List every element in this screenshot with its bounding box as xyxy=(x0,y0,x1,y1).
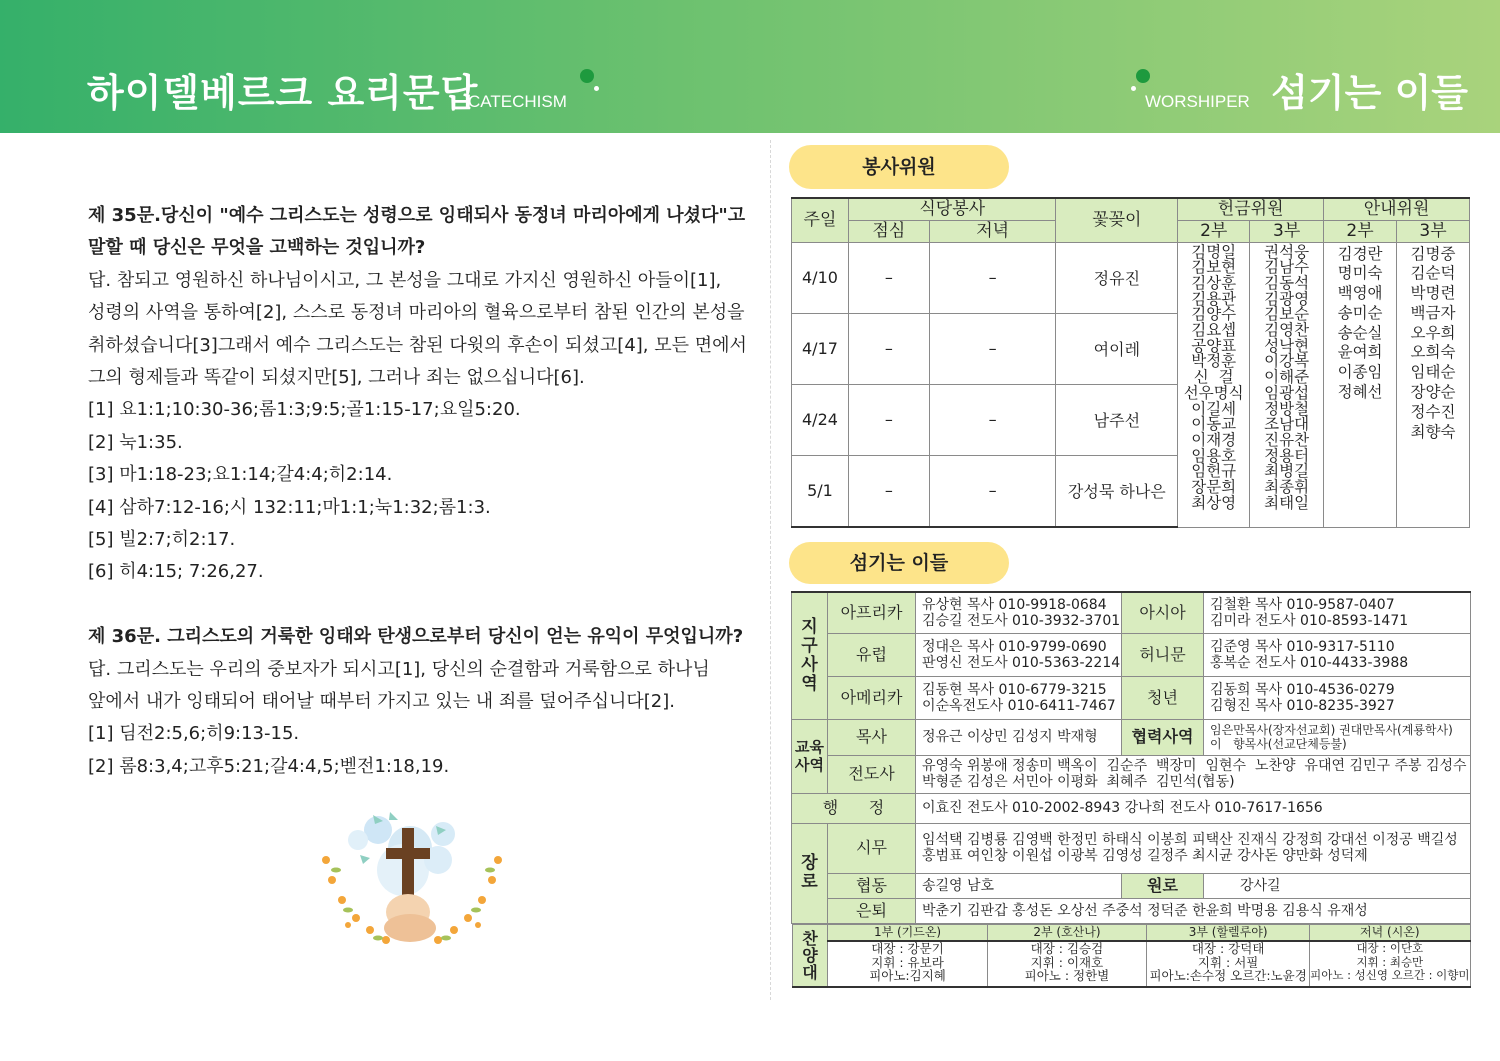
offering-2-names: 김명일 김보현 김상훈 김용관 김양수 김요셉 공양표 박정훈 신 걸 선우명식 이길세 이동교 이재경 임용호 임헌규 장문희 최상영 xyxy=(1178,242,1250,527)
pastor-label: 목사 xyxy=(828,719,916,755)
guide-2-names: 김경란 명미숙 백영애 송미순 송순실 윤여희 이종임 정혜선 xyxy=(1324,242,1397,527)
region-contacts: 김동희 목사 010-4536-0279 김형진 목사 010-8235-3927 xyxy=(1204,676,1471,719)
active-elder-label: 시무 xyxy=(828,823,916,873)
row-dinner: – xyxy=(929,384,1056,455)
retired-elder-names: 박춘기 김판갑 홍성돈 오상선 주중석 정덕준 한윤희 박명용 김용식 유재성 xyxy=(916,898,1471,923)
row-lunch: – xyxy=(848,455,929,527)
row-dinner: – xyxy=(929,455,1056,527)
region-name: 아시아 xyxy=(1122,592,1204,633)
row-lunch: – xyxy=(848,384,929,455)
catechism-line: [1] 딤전2:5,6;히9:13-15. xyxy=(88,723,300,745)
catechism-line: [2] 눅1:35. xyxy=(88,431,183,453)
choir-members: 대장 : 강덕태 지휘 : 서필 피아노:손수정 오르간:노윤경 xyxy=(1147,941,1310,987)
row-dinner: – xyxy=(929,313,1056,384)
catechism-line: 제 35문.당신이 "예수 그리스도는 성령으로 잉태되사 동정녀 마리아에게 나셨다"고 xyxy=(88,205,746,226)
row-flower: 여이레 xyxy=(1056,313,1178,384)
guide-3-names: 김명중 김순덕 박명련 백금자 오우희 오희숙 임태순 장양순 정수진 최향숙 xyxy=(1397,242,1470,527)
choir-table xyxy=(792,924,1471,989)
catechism-spacer xyxy=(88,589,748,621)
choir-name: 2부 (호산나) xyxy=(987,924,1146,941)
workers-table xyxy=(791,591,1471,988)
region-contacts: 김준영 목사 010-9317-5110 홍복순 전도사 010-4433-3988 xyxy=(1204,633,1471,676)
choir-label: 찬 양 대 xyxy=(792,924,828,987)
guide-header: 안내위원 xyxy=(1324,198,1470,220)
catechism-line: 답. 그리스도는 우리의 중보자가 되시고[1], 당신의 순결함과 거룩함으로 하나님 xyxy=(88,658,710,680)
white-dot-icon xyxy=(594,86,599,91)
catechism-line: [1] 요1:1;10:30-36;롬1:3;9:5;골1:15-17;요일5:20. xyxy=(88,399,521,421)
choir-name: 1부 (기드온) xyxy=(828,924,987,941)
emeritus-names: 강사길 xyxy=(1204,873,1471,898)
page-divider xyxy=(770,140,771,1000)
region-contacts: 김동현 목사 010-6779-3215 이순옥전도사 010-6411-7467 xyxy=(916,676,1122,719)
associate-elder-names: 송길영 남호 xyxy=(916,873,1122,898)
admin-label: 행 정 xyxy=(792,793,916,823)
row-date: 4/10 xyxy=(792,242,849,313)
row-flower: 강성묵 하나은 xyxy=(1056,455,1178,527)
catechism-line: [5] 빌2:7;히2:17. xyxy=(88,529,236,551)
offering-3-names: 권석웅 김남수 김동석 김광영 김보순 김영찬 성낙현 이강복 이해준 임광섭 정방철 조남대 진유찬 정용터 최병길 최종휘 최태일 xyxy=(1250,242,1324,527)
catechism-line: 답. 참되고 영원하신 하나님이시고, 그 본성을 그대로 가지신 영원하신 아들이[1], xyxy=(88,269,722,291)
row-date: 4/17 xyxy=(792,313,849,384)
volunteer-table xyxy=(791,197,1470,528)
cooperation-label: 협력사역 xyxy=(1122,719,1204,755)
workers-title: 섬기는 이들 xyxy=(789,542,1009,584)
catechism-line: 그의 형제들과 똑같이 되셨지만[5], 그러나 죄는 없으십니다[6]. xyxy=(88,367,585,389)
green-dot-icon xyxy=(580,69,594,83)
guide-2-header: 2부 xyxy=(1324,220,1397,242)
region-name: 허니문 xyxy=(1122,633,1204,676)
week-header: 주일 xyxy=(792,198,849,242)
choir-members: 대장 : 김승검 지휘 : 이재호 피아노 : 정한별 xyxy=(987,941,1146,987)
flower-header: 꽃꽂이 xyxy=(1056,198,1178,242)
evangelist-names: 유영숙 위봉애 정송미 백옥이 김순주 백장미 임현수 노찬양 유대연 김민구 주봉 김성수 박형준 김성은 서민아 이평화 최혜주 김민석(협동) xyxy=(916,755,1471,793)
offering-3-header: 3부 xyxy=(1250,220,1324,242)
education-label: 교육 사역 xyxy=(792,719,828,793)
evangelist-label: 전도사 xyxy=(828,755,916,793)
region-contacts: 유상현 목사 010-9918-0684 김승길 전도사 010-3932-3701 xyxy=(916,592,1122,633)
meal-header: 식당봉사 xyxy=(848,198,1056,220)
choir-members: 대장 : 강문기 지휘 : 유보라 피아노:김지혜 xyxy=(828,941,987,987)
active-elder-names: 임석택 김병룡 김영백 한정민 하태식 이봉희 피택산 진재식 강정희 강대선 이정공 백길성 홍범표 여인창 이원섭 이광복 김영성 길정주 최시균 강사돈 양만화 성덕제 xyxy=(916,823,1471,873)
cooperation-names: 임은만목사(장자선교회) 권대만목사(계룡학사) 이 향목사(선교단체등불) xyxy=(1204,719,1471,755)
white-dot-icon xyxy=(1131,86,1136,91)
row-date: 5/1 xyxy=(792,455,849,527)
left-subtitle: CATECHISM xyxy=(468,92,567,111)
header-banner xyxy=(0,0,1500,133)
right-subtitle: WORSHIPER xyxy=(1145,92,1250,111)
catechism-line: [6] 히4:15; 7:26,27. xyxy=(88,561,264,583)
catechism-line: 말할 때 당신은 무엇을 고백하는 것입니까? xyxy=(88,237,426,259)
region-contacts: 김철환 목사 010-9587-0407 김미라 전도사 010-8593-1471 xyxy=(1204,592,1471,633)
region-name: 청년 xyxy=(1122,676,1204,719)
region-name: 유럽 xyxy=(828,633,916,676)
catechism-line: [4] 삼하7:12-16;시 132:11;마1:1;눅1:32;롬1:3. xyxy=(88,496,491,518)
row-lunch: – xyxy=(848,242,929,313)
admin-contacts: 이효진 전도사 010-2002-8943 강나희 전도사 010-7617-1656 xyxy=(916,793,1471,823)
catechism-line: [2] 롬8:3,4;고후5:21;갈4:4,5;벧전1:18,19. xyxy=(88,755,450,777)
catechism-line: [3] 마1:18-23;요1:14;갈4:4;히2:14. xyxy=(88,464,393,486)
green-dot-icon xyxy=(1136,69,1150,83)
row-flower: 정유진 xyxy=(1056,242,1178,313)
row-flower: 남주선 xyxy=(1056,384,1178,455)
associate-elder-label: 협동 xyxy=(828,873,916,898)
retired-elder-label: 은퇴 xyxy=(828,898,916,923)
catechism-line: 성령의 사역을 통하여[2], 스스로 동정녀 마리아의 혈육으로부터 참된 인간의 본성을 xyxy=(88,302,745,324)
catechism-text xyxy=(88,200,748,783)
dinner-header: 저녁 xyxy=(929,220,1056,242)
choir-members: 대장 : 이단호 지휘 : 최승만 피아노 : 성신영 오르간 : 이향미 xyxy=(1310,941,1470,987)
cross-illustration xyxy=(318,800,518,980)
elder-label: 장 로 xyxy=(792,823,828,923)
row-date: 4/24 xyxy=(792,384,849,455)
right-title: 섬기는 이들 xyxy=(1271,71,1468,115)
district-label: 지 구 사 역 xyxy=(792,592,828,719)
left-title: 하이델베르크 요리문답 xyxy=(87,71,479,115)
lunch-header: 점심 xyxy=(848,220,929,242)
offering-2-header: 2부 xyxy=(1178,220,1250,242)
offering-header: 헌금위원 xyxy=(1178,198,1324,220)
row-dinner: – xyxy=(929,242,1056,313)
region-contacts: 정대은 목사 010-9799-0690 판영신 전도사 010-5363-2214 xyxy=(916,633,1122,676)
catechism-line: 취하셨습니다[3]그래서 예수 그리스도는 참된 다윗의 후손이 되셨고[4], 모든 면에서 xyxy=(88,334,747,356)
volunteers-title: 봉사위원 xyxy=(789,145,1009,189)
region-name: 아메리카 xyxy=(828,676,916,719)
catechism-line: 제 36문. 그리스도의 거룩한 잉태와 탄생으로부터 당신이 얻는 유익이 무엇입니까? xyxy=(88,626,744,648)
row-lunch: – xyxy=(848,313,929,384)
region-name: 아프리카 xyxy=(828,592,916,633)
choir-name: 저녁 (시온) xyxy=(1310,924,1470,941)
choir-name: 3부 (할렐루야) xyxy=(1147,924,1310,941)
pastor-names: 정유근 이상민 김성지 박재형 xyxy=(916,719,1122,755)
catechism-line: 앞에서 내가 잉태되어 태어날 때부터 가지고 있는 내 죄를 덮어주십니다[2]. xyxy=(88,691,675,713)
guide-3-header: 3부 xyxy=(1397,220,1470,242)
emeritus-label: 원로 xyxy=(1122,873,1204,898)
